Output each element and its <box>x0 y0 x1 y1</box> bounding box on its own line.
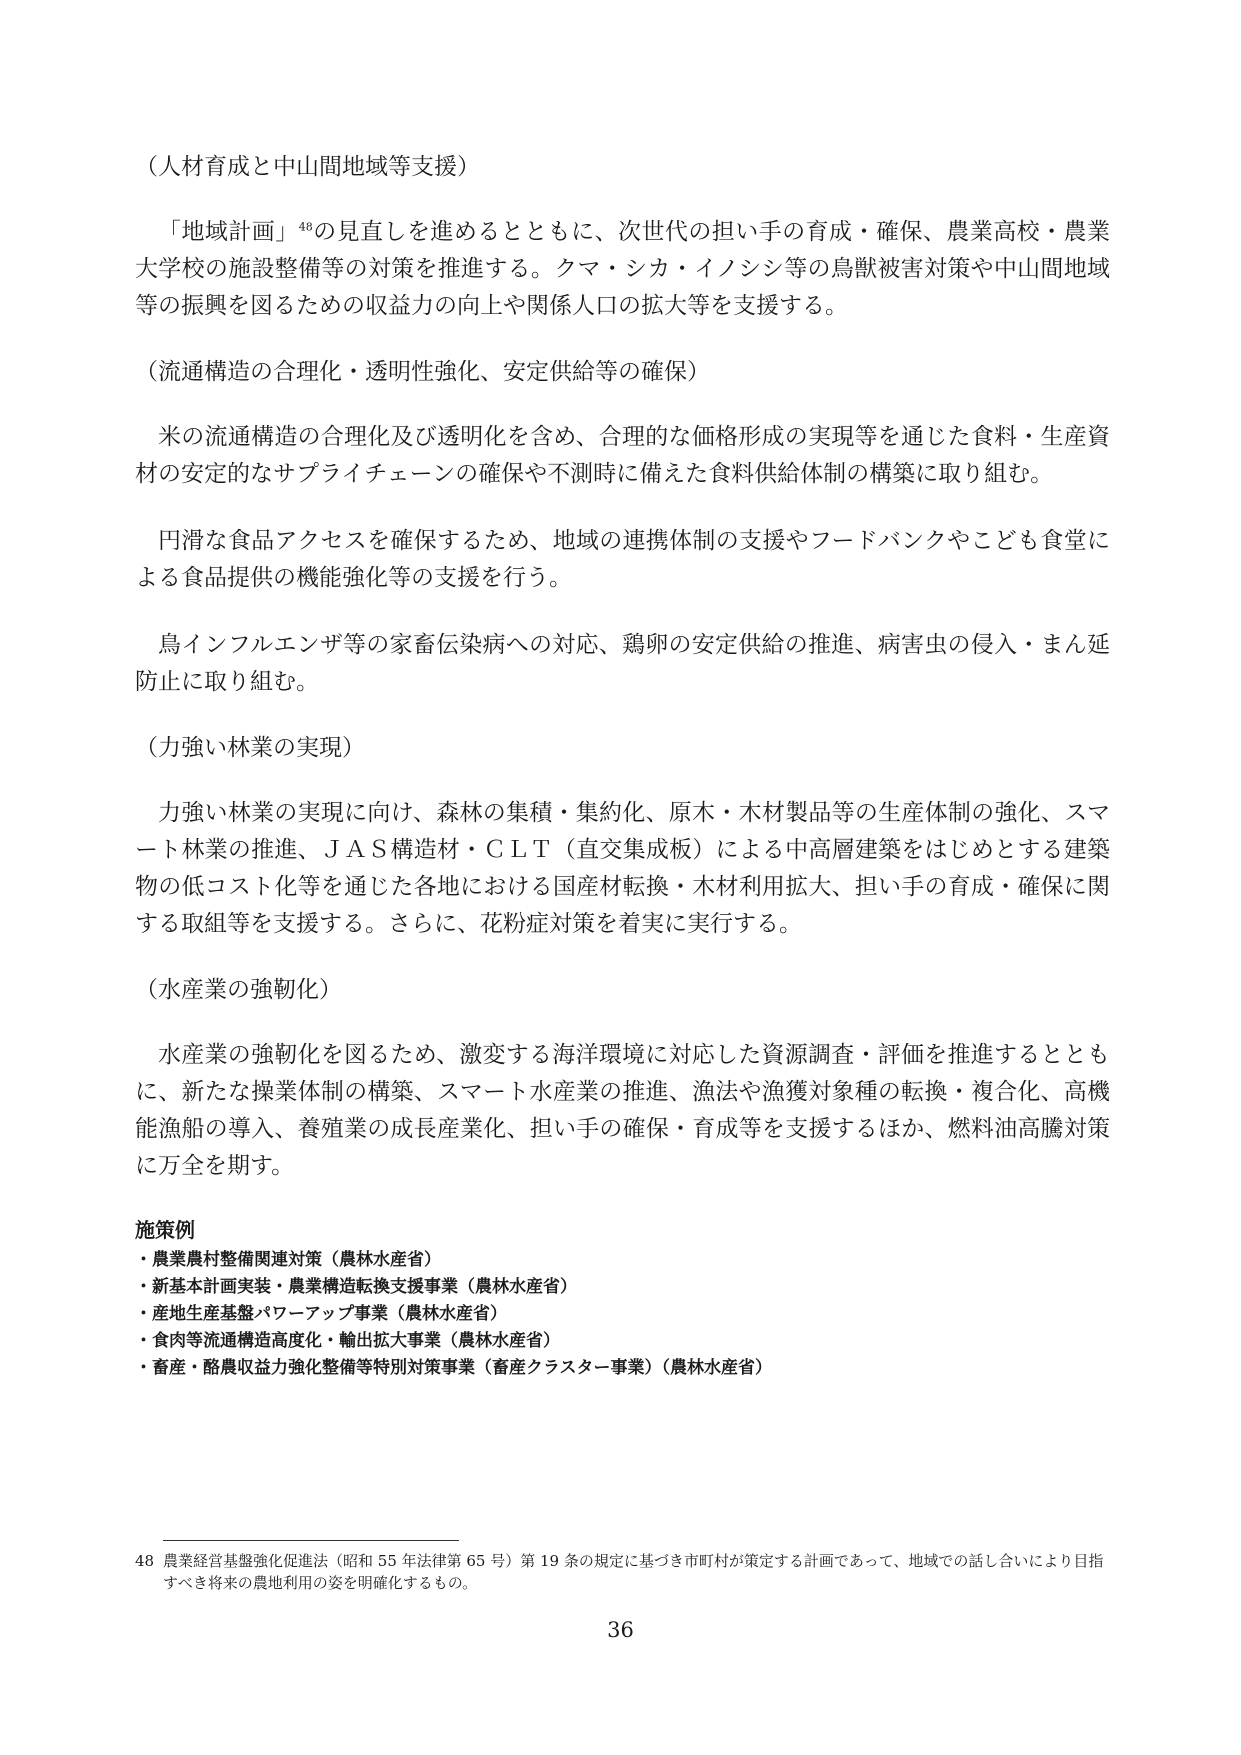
paragraph-rice-distribution: 米の流通構造の合理化及び透明化を含め、合理的な価格形成の実現等を通じた食料・生産資材の安定的なサプライチェーンの確保や不測時に備えた食料供給体制の構築に取り組む。 <box>135 424 1110 487</box>
footnote-number: 48 <box>135 1552 155 1570</box>
page-number: 36 <box>607 1618 634 1642</box>
list-item: ・新基本計画実装・農業構造転換支援事業（農林水産省） <box>135 1277 577 1297</box>
section-heading-distribution: （流通構造の合理化・透明性強化、安定供給等の確保） <box>135 359 710 385</box>
footnote-divider <box>163 1540 459 1541</box>
list-item: ・畜産・酪農収益力強化整備等特別対策事業（畜産クラスター事業）（農林水産省） <box>135 1358 772 1378</box>
measures-title: 施策例 <box>135 1218 195 1242</box>
section-heading-human-resources: （人材育成と中山間地域等支援） <box>135 154 480 180</box>
page-body <box>135 150 1110 1382</box>
paragraph-fisheries: 水産業の強靭化を図るため、激変する海洋環境に対応した資源調査・評価を推進するとともに、新たな操業体制の構築、スマート水産業の推進、漁法や漁獲対象種の転換・複合化、高機能漁船の導入、養殖業の成長産業化、担い手の確保・育成等を支援するほか、燃料油高騰対策に万全を期す。 <box>135 1042 1110 1179</box>
section-heading-forestry: （力強い林業の実現） <box>135 735 365 761</box>
paragraph-livestock-disease: 鳥インフルエンザ等の家畜伝染病への対応、鶏卵の安定供給の推進、病害虫の侵入・まん延防止に取り組む。 <box>135 632 1110 695</box>
paragraph-food-access: 円滑な食品アクセスを確保するため、地域の連携体制の支援やフードバンクやこども食堂による食品提供の機能強化等の支援を行う。 <box>135 528 1110 591</box>
footnote-reference[interactable]: 48 <box>298 220 313 234</box>
footnote <box>135 1550 1110 1594</box>
paragraph-regional-plan-text-before: 「地域計画」 <box>158 219 299 245</box>
list-item: ・産地生産基盤パワーアップ事業（農林水産省） <box>135 1304 507 1324</box>
section-heading-fisheries: （水産業の強靭化） <box>135 977 342 1003</box>
list-item: ・食肉等流通構造高度化・輸出拡大事業（農林水産省） <box>135 1331 560 1351</box>
list-item: ・農業農村整備関連対策（農林水産省） <box>135 1250 441 1270</box>
paragraph-regional-plan-text-after: の見直しを進めるとともに、次世代の担い手の育成・確保、農業高校・農業大学校の施設整備等の対策を推進する。クマ・シカ・イノシシ等の鳥獣被害対策や中山間地域等の振興を図るための収益力の向上や関係人口の拡大等を支援する。 <box>135 219 1111 319</box>
paragraph-regional-plan <box>135 214 1110 325</box>
footnote-text: 農業経営基盤強化促進法（昭和 55 年法律第 65 号）第 19 条の規定に基づき市町村が策定する計画であって、地域での話し合いにより目指すべき将来の農地利用の姿を明確化するもの。 <box>163 1552 1104 1592</box>
paragraph-forestry: 力強い林業の実現に向け、森林の集積・集約化、原木・木材製品等の生産体制の強化、スマート林業の推進、ＪＡＳ構造材・ＣＬＴ（直交集成板）による中高層建築をはじめとする建築物の低コスト化等を通じた各地における国産材転換・木材利用拡大、担い手の育成・確保に関する取組等を支援する。さらに、花粉症対策を着実に実行する。 <box>135 800 1111 937</box>
measures-list <box>135 1247 1110 1382</box>
measures-box <box>135 1215 1110 1382</box>
